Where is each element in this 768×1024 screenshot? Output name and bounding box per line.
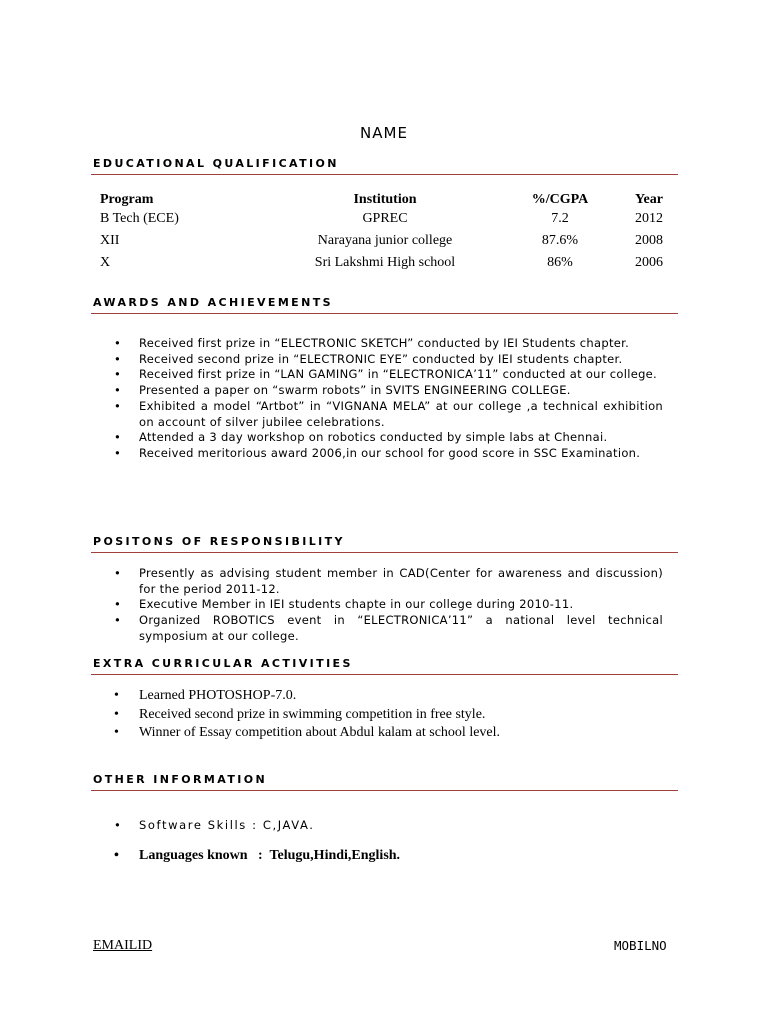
list-item: • Executive Member in IEI students chapte in our college during 2010-11. [108, 597, 663, 613]
list-item: • Exhibited a model “Artbot” in “VIGNANA MELA” at our college ,a technical exhibition on account of silver jubilee celebrations. [108, 399, 663, 430]
cgpa-cell: 87.6% [541, 233, 579, 248]
extra-curricular-list [108, 687, 663, 743]
awards-heading: AWARDS AND ACHIEVEMENTS [93, 296, 333, 309]
positions-heading: POSITONS OF RESPONSIBILITY [93, 535, 345, 548]
positions-divider [91, 552, 678, 553]
table-header-row [91, 186, 678, 208]
year-cell: 2012 [635, 211, 663, 226]
software-skills-text: Software Skills : C,JAVA. [139, 818, 315, 832]
column-header-cgpa: %/CGPA [531, 192, 589, 207]
list-item: • Learned PHOTOSHOP-7.0. [108, 687, 663, 706]
education-table [91, 186, 678, 274]
list-item: • Attended a 3 day workshop on robotics conducted by simple labs at Chennai. [108, 430, 663, 446]
list-item: • Organized ROBOTICS event in “ELECTRONICA’11” a national level technical symposium at our college. [108, 613, 663, 644]
email-link[interactable]: EMAILID [93, 938, 153, 953]
column-header-program: Program [100, 192, 154, 207]
program-cell: B Tech (ECE) [100, 211, 179, 226]
cgpa-cell: 7.2 [551, 211, 569, 226]
list-item: • Presented a paper on “swarm robots” in SVITS ENGINEERING COLLEGE. [108, 383, 663, 399]
cgpa-cell: 86% [547, 255, 573, 270]
list-item: • Received first prize in “LAN GAMING” in “ELECTRONICA’11” conducted at our college. [108, 367, 663, 383]
candidate-name: NAME [360, 124, 408, 142]
year-cell: 2008 [635, 233, 663, 248]
list-item: • Received second prize in “ELECTRONIC EYE” conducted by IEI students chapter. [108, 352, 663, 368]
list-item: • Received second prize in swimming competition in free style. [108, 706, 663, 725]
other-information-heading: OTHER INFORMATION [93, 773, 268, 786]
institution-cell: Narayana junior college [317, 233, 453, 248]
extra-curricular-divider [91, 674, 678, 675]
list-item: • Received meritorious award 2006,in our school for good score in SSC Examination. [108, 446, 663, 462]
list-item: • Presently as advising student member in CAD(Center for awareness and discussion) for the period 2011-12. [108, 566, 663, 597]
column-header-year: Year [635, 192, 663, 207]
languages-text: Languages known : Telugu,Hindi,English. [139, 848, 401, 863]
awards-list [108, 336, 663, 462]
year-cell: 2006 [635, 255, 663, 270]
extra-curricular-heading: EXTRA CURRICULAR ACTIVITIES [93, 657, 353, 670]
education-heading: EDUCATIONAL QUALIFICATION [93, 157, 339, 170]
mobile-number: MOBILNO [614, 938, 667, 953]
table-row [91, 252, 678, 274]
positions-list [108, 566, 663, 645]
list-item: • Received first prize in “ELECTRONIC SKETCH” conducted by IEI Students chapter. [108, 336, 663, 352]
program-cell: X [100, 255, 111, 270]
bullet-icon: • [114, 818, 121, 832]
bullet-icon: • [114, 848, 119, 863]
program-cell: XII [100, 233, 120, 248]
list-item: • Winner of Essay competition about Abdul kalam at school level. [108, 724, 663, 743]
education-divider [91, 174, 678, 175]
awards-divider [91, 313, 678, 314]
institution-cell: GPREC [362, 211, 408, 226]
other-information-divider [91, 790, 678, 791]
table-row [91, 230, 678, 252]
column-header-institution: Institution [353, 192, 417, 207]
table-row [91, 208, 678, 230]
institution-cell: Sri Lakshmi High school [314, 255, 456, 270]
